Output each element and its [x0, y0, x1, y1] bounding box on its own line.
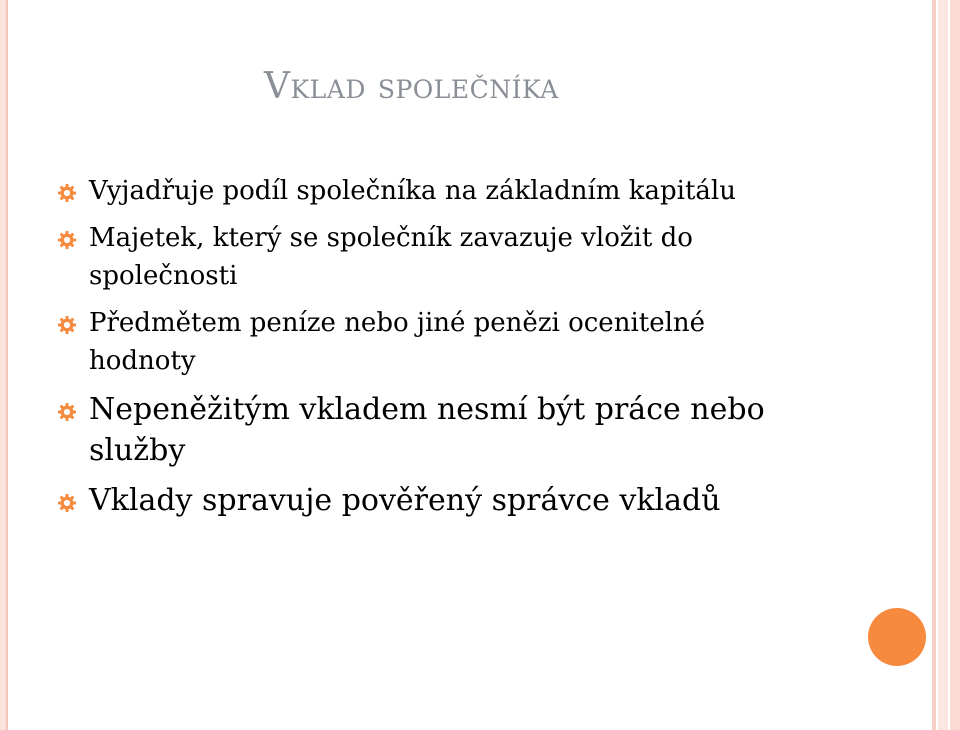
bullet-item	[57, 219, 817, 295]
bullet-text: Vklady spravuje pověřený správce vkladů	[89, 483, 721, 518]
slide-title: Vklad společníka	[264, 66, 559, 107]
right-frame-stripe	[932, 0, 936, 730]
bullet-text: Předmětem peníze nebo jiné penězi ocenitelné hodnoty	[89, 308, 706, 376]
bullet-item	[57, 480, 817, 521]
gear-bullet-icon	[57, 493, 77, 513]
bullet-item	[57, 389, 817, 471]
gear-bullet-icon	[57, 402, 77, 422]
right-frame-stripe	[938, 0, 948, 730]
gear-bullet-icon	[57, 315, 77, 335]
gear-bullet-icon	[57, 183, 77, 203]
bullet-text: Nepeněžitým vkladem nesmí být práce nebo služby	[89, 392, 765, 468]
gear-bullet-icon	[57, 230, 77, 250]
bullet-list	[57, 172, 817, 530]
bullet-item	[57, 304, 817, 380]
bullet-item	[57, 172, 817, 210]
decorative-circle	[868, 608, 926, 666]
bullet-text: Majetek, který se společník zavazuje vložit do společnosti	[89, 223, 693, 291]
bullet-text: Vyjadřuje podíl společníka na základním kapitálu	[89, 176, 736, 206]
right-frame-stripe	[950, 0, 960, 730]
left-frame-line	[6, 0, 8, 730]
